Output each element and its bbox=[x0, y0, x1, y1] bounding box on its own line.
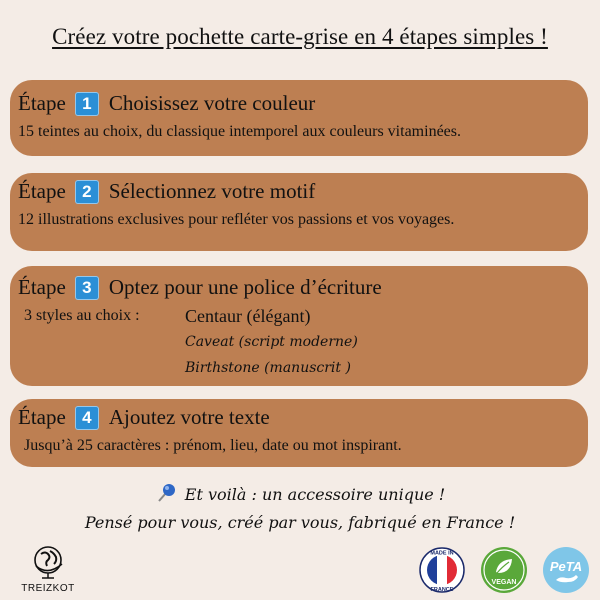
font-option-caveat: Caveat (script moderne) bbox=[185, 334, 358, 350]
step-3-intro: 3 styles au choix : bbox=[24, 307, 140, 324]
step-4-description: Jusqu’à 25 caractères : prénom, lieu, date ou mot inspirant. bbox=[24, 437, 402, 454]
step-4-header bbox=[18, 405, 270, 430]
step-3-heading: Optez pour une police d’écriture bbox=[108, 275, 382, 299]
france-label: FRANCE bbox=[430, 587, 454, 593]
tagline: Pensé pour vous, créé par vous, fabriqué en France ! bbox=[84, 513, 516, 532]
page-title: Créez votre pochette carte-grise en 4 étapes simples ! bbox=[52, 24, 548, 49]
made-in-france-badge bbox=[418, 546, 466, 594]
step-1-box bbox=[10, 80, 588, 156]
made-in-label: MADE IN bbox=[430, 550, 454, 557]
step-1-header bbox=[18, 91, 315, 116]
closing-line bbox=[0, 482, 600, 505]
step-4-box bbox=[10, 399, 588, 467]
step-2-number-badge: 2 bbox=[75, 180, 99, 204]
step-1-number-badge: 1 bbox=[75, 92, 99, 116]
font-option-centaur: Centaur (élégant) bbox=[185, 306, 311, 326]
closing-line-text: Et voilà : un accessoire unique ! bbox=[184, 485, 446, 504]
step-2-header bbox=[18, 179, 315, 204]
peta-badge bbox=[542, 546, 590, 594]
step-1-description: 15 teintes au choix, du classique intemporel aux couleurs vitaminées. bbox=[18, 123, 461, 140]
step-3-header bbox=[18, 275, 382, 300]
step-3-word: Étape bbox=[18, 275, 66, 299]
step-4-heading: Ajoutez votre texte bbox=[108, 405, 270, 429]
step-2-description: 12 illustrations exclusives pour refléter vos passions et vos voyages. bbox=[18, 211, 455, 228]
step-1-word: Étape bbox=[18, 91, 66, 115]
step-2-heading: Sélectionnez votre motif bbox=[108, 179, 316, 203]
vegan-badge bbox=[480, 546, 528, 594]
pushpin-icon bbox=[155, 482, 177, 504]
step-4-word: Étape bbox=[18, 405, 66, 429]
brand-name: TREIZKOT bbox=[21, 583, 75, 594]
step-1-heading: Choisissez votre couleur bbox=[108, 91, 316, 115]
peta-label: PeTA bbox=[549, 559, 583, 574]
step-2-word: Étape bbox=[18, 179, 66, 203]
step-3-number-badge: 3 bbox=[75, 276, 99, 300]
vegan-label: VEGAN bbox=[491, 579, 517, 586]
step-3-box bbox=[10, 266, 588, 386]
step-4-number-badge: 4 bbox=[75, 406, 99, 430]
font-option-birthstone: Birthstone (manuscrit ) bbox=[185, 360, 351, 376]
step-2-box bbox=[10, 173, 588, 251]
globe-icon bbox=[28, 540, 68, 580]
brand-logo bbox=[18, 540, 78, 594]
